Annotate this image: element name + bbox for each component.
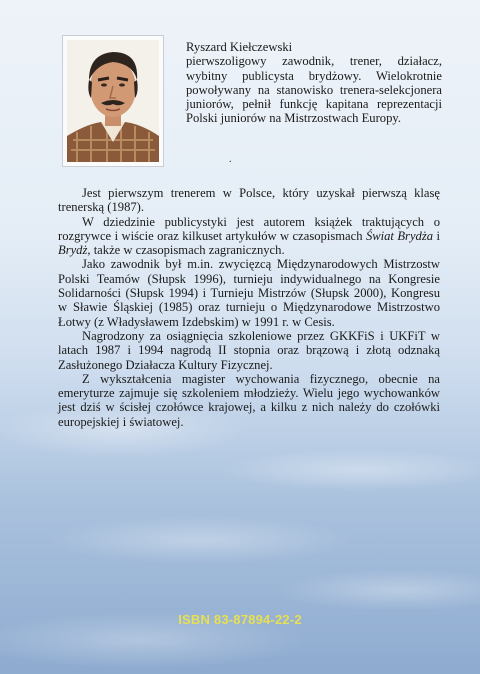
paragraph-publications-mid: i [433,228,440,243]
paragraph-publications-b: , także w czasopismach zagranicznych. [87,243,285,258]
paragraph-coach: Jest pierwszym trenerem w Polsce, który uzyskał pierwszą klasę trenerską (1987). [58,186,440,215]
author-photo [62,35,164,167]
biography-text [58,186,440,429]
author-intro: pierwszoligowy zawodnik, trener, działacz, wybitny publicysta brydżowy. Wielokrotnie powoływany na stanowisko trenera-selekcjonera juniorów, pełnił funkcję kapitana reprezentacji Polski juniorów na Mistrzostwach Europy. [186,54,442,126]
paragraph-education: Z wykształcenia magister wychowania fizycznego, obecnie na emeryturze zajmuje się szkoleniem młodzieży. Wielu jego wychowanków jest dziś w ścisłej czołówce krajowej, a kilku z nich należy do czołówki europejskiej i światowej. [58,371,440,429]
paragraph-achievements: Jako zawodnik był m.in. zwycięzcą Międzynarodowych Mistrzostw Polski Teamów (Słupsk 1996), turnieju indywidualnego na Kongresie Solidarności (Słupsk 1994) i Turnieju Mistrzów (Słupsk 2000), Kongresu w Sławie Śląskiej (1985) oraz turnieju o Międzynarodowe Mistrzostwo Łotwy (z Władysławem Izdebskim) w 1991 r. w Cesis. [58,257,440,329]
paragraph-publications [58,215,440,258]
magazine-title-swiat-brydza: Świat Brydża [365,228,434,243]
author-bio [186,40,442,126]
paragraph-publications-a: W dziedzinie publicystyki jest autorem książek traktujących o rozgrywce i wiście oraz kilkuset artykułów w czasopismach [58,214,440,243]
magazine-title-brydz: Brydż [58,243,88,258]
paragraph-awards: Nagrodzony za osiągnięcia szkoleniowe przez GKKFiS i UKFiT w latach 1987 i 1994 nagrodą II stopnia oraz brązową i złotą odznaką Zasłużonego Działacza Kultury Fizycznej. [58,328,440,372]
author-name: Ryszard Kiełczewski [186,40,293,54]
author-portrait-image [67,40,159,162]
decorative-dot: . [229,154,232,165]
isbn-label: ISBN 83-87894-22-2 [178,612,302,627]
